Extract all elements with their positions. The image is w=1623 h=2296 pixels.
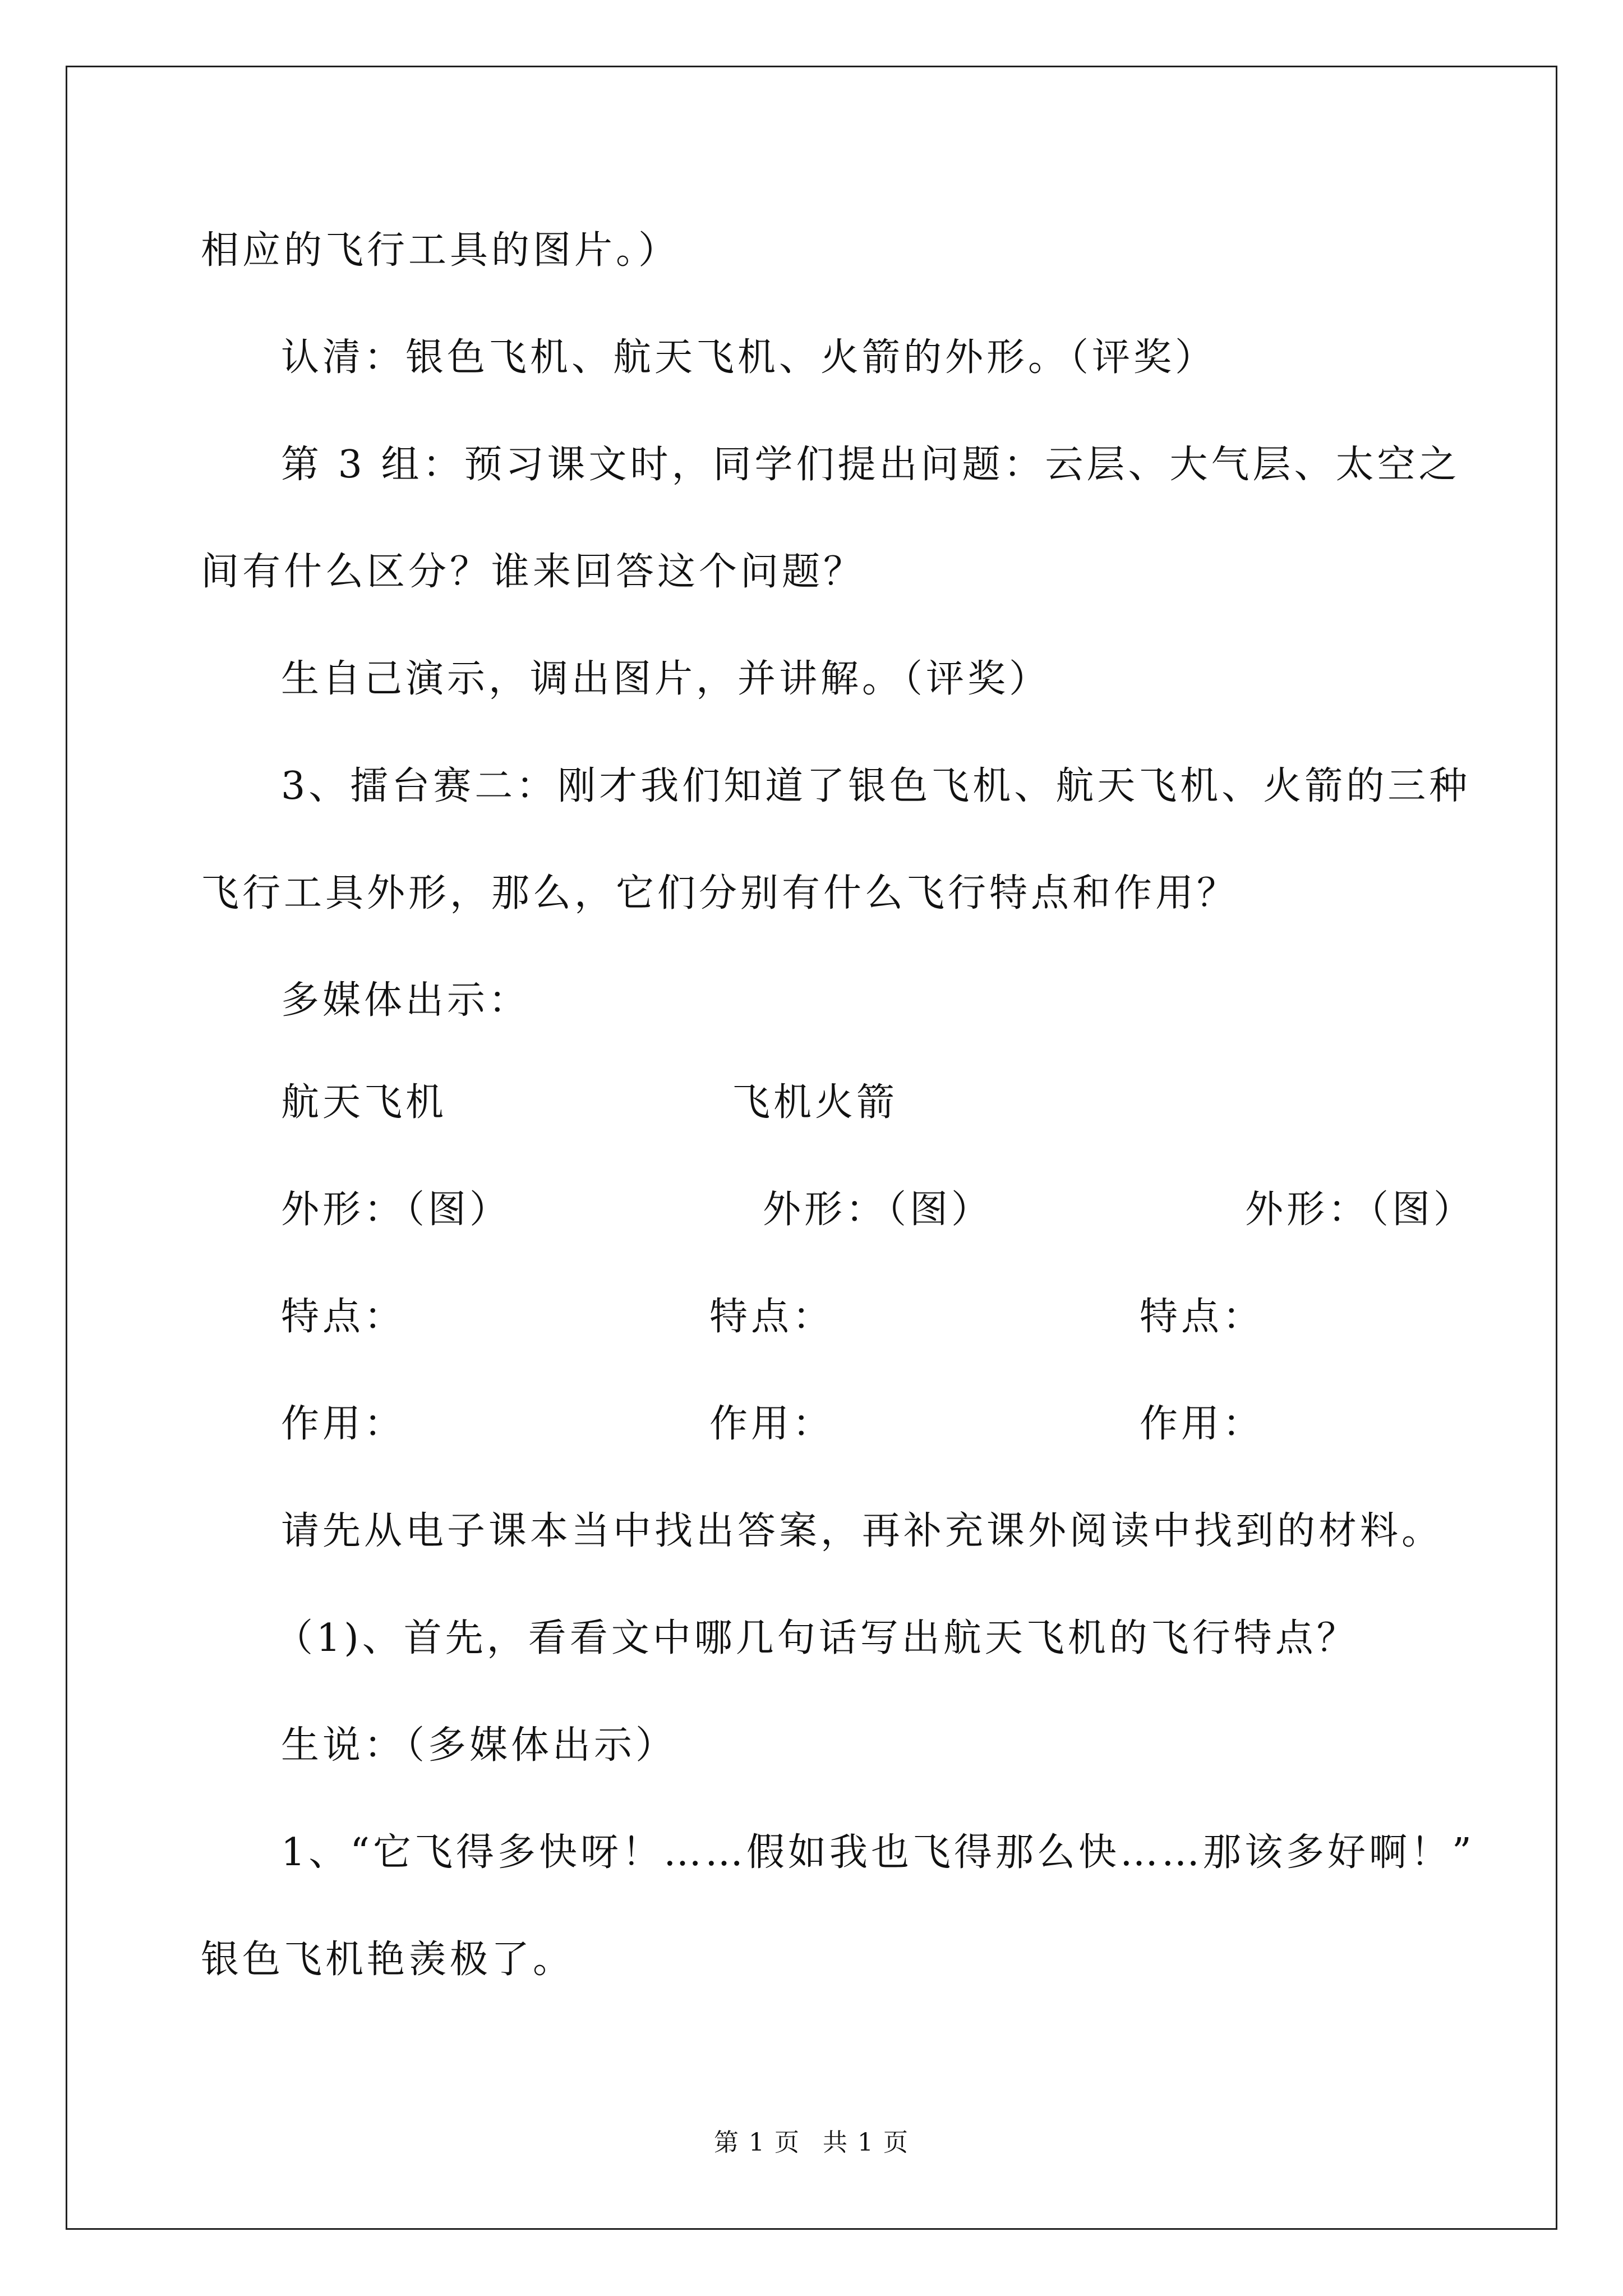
paragraph-line: 相应的飞行工具的图片。） bbox=[201, 228, 680, 273]
paragraph-line: 多媒体出示： bbox=[281, 978, 531, 1023]
table-cell: 外形：（图） bbox=[1245, 1188, 1476, 1232]
table-cell: 特点： bbox=[1140, 1295, 1265, 1339]
paragraph-line: 请先从电子课本当中找出答案，再补充课外阅读中找到的材料。 bbox=[281, 1509, 1444, 1553]
page-total: 共 1 页 bbox=[823, 2128, 909, 2157]
table-cell: 作用： bbox=[709, 1402, 834, 1446]
paragraph-line: 3、擂台赛二：刚才我们知道了银色飞机、航天飞机、火箭的三种 bbox=[281, 764, 1471, 808]
page-number: 第 1 页 bbox=[714, 2128, 800, 2157]
paragraph-line: 飞行工具外形，那么，它们分别有什么飞行特点和作用？ bbox=[201, 871, 1239, 915]
page-footer bbox=[0, 2126, 1623, 2160]
paragraph-line: 生说：（多媒体出示） bbox=[281, 1723, 677, 1768]
table-cell: 外形：（图） bbox=[763, 1188, 993, 1232]
table-cell: 作用： bbox=[281, 1402, 406, 1446]
paragraph-line: 认清：银色飞机、航天飞机、火箭的外形。（评奖） bbox=[281, 335, 1217, 380]
table-header-col2: 飞机火箭 bbox=[732, 1080, 898, 1125]
table-cell: 特点： bbox=[281, 1295, 406, 1339]
table-cell: 作用： bbox=[1140, 1402, 1265, 1446]
paragraph-line: （1)、首先，看看文中哪几句话写出航天飞机的飞行特点？ bbox=[275, 1616, 1358, 1660]
paragraph-line: 生自己演示，调出图片，并讲解。（评奖） bbox=[281, 657, 1051, 701]
paragraph-line: 第 3 组：预习课文时，同学们提出问题：云层、大气层、太空之 bbox=[281, 443, 1460, 487]
paragraph-line: 1、“它飞得多快呀！……假如我也飞得那么快……那该多好啊！” bbox=[281, 1830, 1475, 1875]
paragraph-line: 间有什么区分？谁来回答这个问题？ bbox=[201, 550, 865, 594]
page-border bbox=[66, 66, 1557, 2230]
table-cell: 特点： bbox=[709, 1295, 834, 1339]
table-header-col1: 航天飞机 bbox=[281, 1080, 448, 1125]
paragraph-line: 银色飞机艳羡极了。 bbox=[201, 1938, 575, 1982]
table-cell: 外形：（图） bbox=[281, 1188, 511, 1232]
